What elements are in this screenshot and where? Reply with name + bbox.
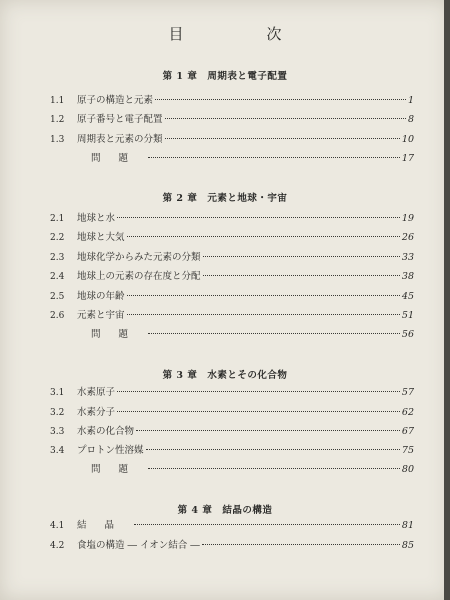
page-number: 57	[401, 387, 414, 398]
toc-entry	[50, 210, 414, 224]
chapter-heading: 第 1 章 周期表と電子配置	[162, 71, 288, 82]
page-number: 56	[401, 329, 414, 340]
section-title: 周期表と元素の分類	[77, 134, 163, 145]
section-number: 2.4	[50, 272, 65, 282]
toc-entry	[50, 307, 414, 321]
page-number: 45	[401, 291, 414, 302]
page-number: 80	[401, 464, 414, 475]
dot-leader	[148, 468, 400, 469]
page-number: 17	[401, 153, 414, 164]
section-title: 問題	[91, 464, 147, 475]
section-number: 3.2	[50, 408, 65, 418]
section-title: 問題	[91, 153, 147, 164]
section-number: 4.2	[50, 541, 65, 551]
dot-leader	[134, 524, 400, 525]
section-title: 水素原子	[77, 387, 116, 398]
section-title: プロトン性溶媒	[77, 445, 144, 456]
section-number: 3.1	[50, 388, 65, 398]
page-number: 1	[407, 95, 414, 106]
section-number: 2.6	[50, 311, 65, 321]
chapter-heading: 第 2 章 元素と地球・宇宙	[162, 193, 288, 204]
toc-entry	[50, 249, 414, 263]
page-number: 67	[401, 426, 414, 437]
dot-leader	[127, 314, 400, 315]
toc-entry	[50, 423, 414, 437]
section-title: 食塩の構造 ― イオン結合 ―	[77, 540, 200, 551]
page-number: 85	[401, 540, 414, 551]
toc-entry	[50, 461, 414, 475]
section-title: 地球の年齢	[77, 291, 125, 302]
toc-entry	[50, 92, 414, 106]
section-title: 水素の化合物	[77, 426, 135, 437]
dot-leader	[117, 391, 400, 392]
toc-entry	[50, 131, 414, 145]
section-title: 問題	[91, 329, 147, 340]
section-title: 地球と大気	[77, 232, 125, 243]
toc-entry	[50, 288, 414, 302]
chapter-heading: 第 4 章 結晶の構造	[177, 505, 273, 516]
section-title: 地球と水	[77, 213, 116, 224]
toc-entry	[50, 384, 414, 398]
dot-leader	[148, 333, 400, 334]
dot-leader	[202, 544, 400, 545]
section-number: 2.5	[50, 292, 65, 302]
dot-leader	[127, 295, 400, 296]
section-number: 4.1	[50, 521, 65, 531]
page-number: 51	[401, 310, 414, 321]
dot-leader	[203, 275, 400, 276]
dot-leader	[117, 217, 400, 218]
dot-leader	[146, 449, 400, 450]
section-number: 1.2	[50, 115, 65, 125]
page-number: 26	[401, 232, 414, 243]
toc-entry	[50, 517, 414, 531]
dot-leader	[165, 118, 406, 119]
section-title: 原子番号と電子配置	[77, 114, 163, 125]
toc-entry	[50, 268, 414, 282]
section-title: 結晶	[77, 520, 133, 531]
toc-entry	[50, 111, 414, 125]
section-title: 元素と宇宙	[77, 310, 125, 321]
page-number: 19	[401, 213, 414, 224]
toc-title: 目 次	[168, 25, 316, 43]
section-title: 地球上の元素の存在度と分配	[77, 271, 201, 282]
toc-entry	[50, 404, 414, 418]
page-number: 38	[401, 271, 414, 282]
page-number: 10	[401, 134, 414, 145]
dot-leader	[165, 138, 400, 139]
dot-leader	[155, 99, 406, 100]
section-title: 原子の構造と元素	[77, 95, 154, 106]
section-number: 2.3	[50, 253, 65, 263]
toc-entry	[50, 229, 414, 243]
dot-leader	[117, 411, 400, 412]
section-title: 水素分子	[77, 407, 116, 418]
toc-entry	[50, 326, 414, 340]
section-number: 1.3	[50, 135, 65, 145]
section-number: 3.4	[50, 446, 65, 456]
section-number: 1.1	[50, 96, 65, 106]
page-number: 81	[401, 520, 414, 531]
chapter-heading: 第 3 章 水素とその化合物	[162, 370, 288, 381]
toc-entry	[50, 150, 414, 164]
page-number: 75	[401, 445, 414, 456]
section-number: 2.1	[50, 214, 65, 224]
section-number: 3.3	[50, 427, 65, 437]
section-title: 地球化学からみた元素の分類	[77, 252, 201, 263]
section-number: 2.2	[50, 233, 65, 243]
page-number: 8	[407, 114, 414, 125]
page-number: 33	[401, 252, 414, 263]
dot-leader	[148, 157, 400, 158]
dot-leader	[136, 430, 400, 431]
dot-leader	[127, 236, 400, 237]
dot-leader	[203, 256, 400, 257]
toc-entry	[50, 442, 414, 456]
page-number: 62	[401, 407, 414, 418]
toc-entry	[50, 537, 414, 551]
